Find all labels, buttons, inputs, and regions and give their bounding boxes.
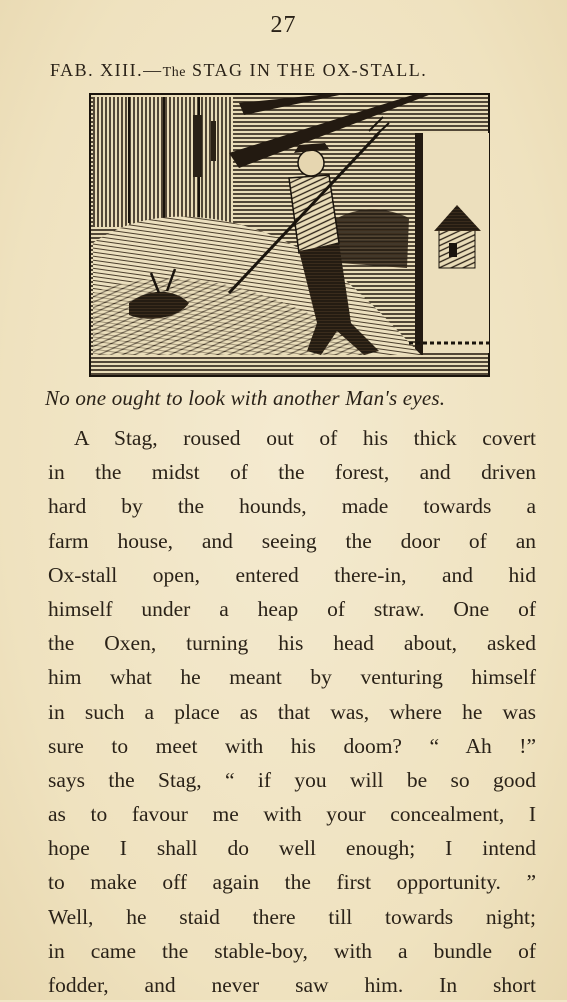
text-line: hard by the hounds, made towards a bbox=[48, 494, 536, 519]
text-line: in the midst of the forest, and driven bbox=[48, 460, 536, 485]
text-line: in came the stable-boy, with a bundle of bbox=[48, 938, 536, 963]
fable-article: The bbox=[162, 65, 186, 80]
text-line: as to favour me with your concealment, I bbox=[48, 802, 536, 827]
text-line: in such a place as that was, where he was bbox=[48, 699, 536, 724]
page-number: 27 bbox=[270, 12, 297, 38]
woodcut-illustration-icon bbox=[89, 93, 490, 377]
text-line: him what he meant by venturing himself bbox=[48, 665, 536, 690]
fable-body bbox=[48, 421, 536, 1002]
text-line: to make off again the first opportunity. ” bbox=[48, 870, 536, 895]
text-line: sure to meet with his doom? “ Ah !” bbox=[48, 733, 536, 758]
text-line: A Stag, roused out of his thick covert bbox=[74, 426, 536, 450]
text-line: Ox-stall open, entered there-in, and hid bbox=[48, 562, 536, 587]
text-line: the Oxen, turning his head about, asked bbox=[48, 631, 536, 656]
text-line: hope I shall do well enough; I intend bbox=[48, 836, 536, 861]
text-line: Well, he staid there till towards night; bbox=[48, 904, 536, 929]
text-line: farm house, and seeing the door of an bbox=[48, 528, 536, 553]
fable-number: FAB. XIII.— bbox=[50, 60, 163, 80]
fable-name: STAG IN THE OX-STALL. bbox=[191, 60, 428, 80]
text-line: fodder, and never saw him. In short bbox=[48, 973, 536, 997]
fable-title bbox=[50, 60, 530, 81]
text-line: says the Stag, “ if you will be so good bbox=[48, 767, 536, 792]
text-line: himself under a heap of straw. One of bbox=[48, 596, 536, 621]
fable-moral: No one ought to look with another Man's eyes. bbox=[45, 386, 446, 410]
